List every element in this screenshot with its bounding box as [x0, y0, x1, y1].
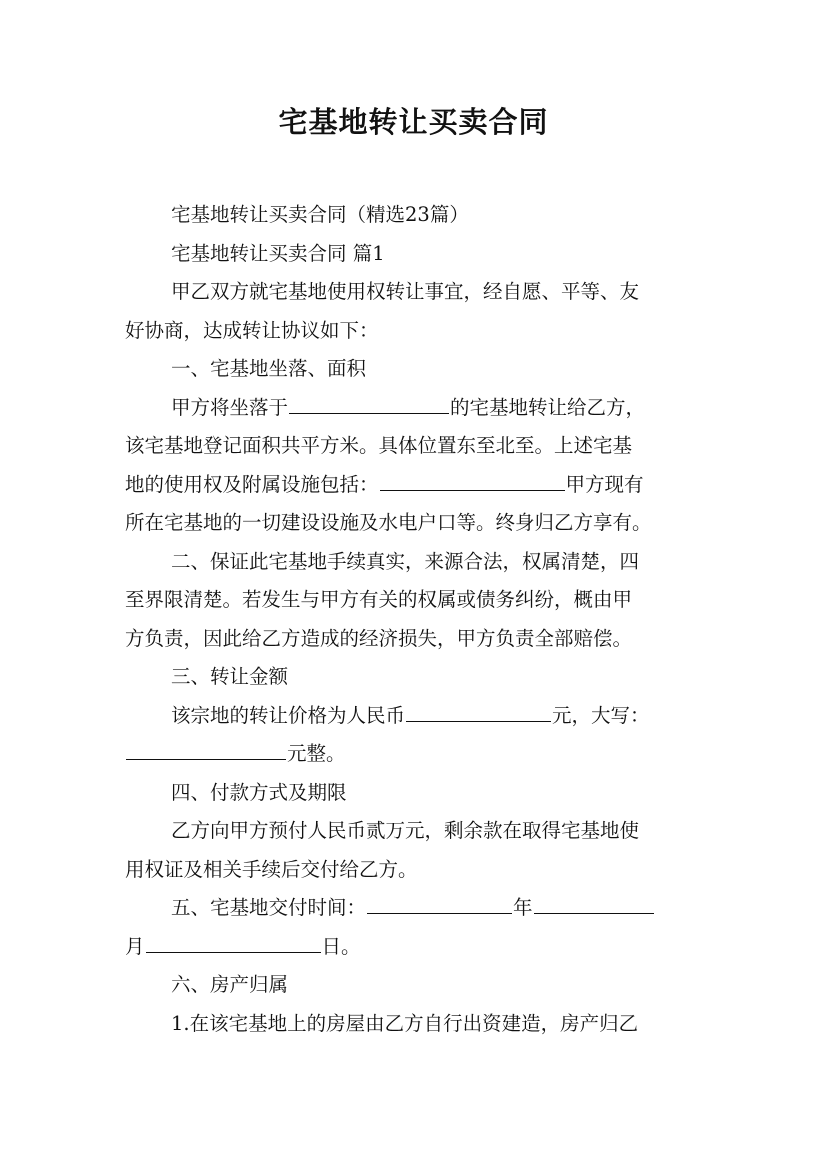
paragraph-location-line1 — [125, 389, 715, 428]
part-heading: 宅基地转让买卖合同 篇1 — [171, 241, 385, 265]
paragraph-guarantee-line1: 二、保证此宅基地手续真实，来源合法，权属清楚，四 — [171, 549, 640, 573]
paragraph-payment-line1: 乙方向甲方预付人民币贰万元，剩余款在取得宅基地使 — [171, 819, 640, 842]
text-segment: 该宗地的转让价格为人民币 — [171, 703, 406, 727]
fill-blank-price-words[interactable] — [126, 737, 286, 760]
text-segment: 日。 — [321, 934, 361, 958]
text-segment: 甲方现有 — [565, 472, 644, 496]
section-heading-1: 一、宅基地坐落、面积 — [171, 357, 367, 380]
paragraph-payment-line2: 用权证及相关手续后交付给乙方。 — [125, 857, 418, 881]
paragraph-location-line3 — [125, 466, 715, 505]
document-body — [125, 196, 715, 1043]
paragraph-delivery-line1 — [125, 889, 715, 928]
paragraph-guarantee-line2: 至界限清楚。若发生与甲方有关的权属或债务纠纷，概由甲 — [125, 588, 633, 611]
section-heading-4: 四、付款方式及期限 — [171, 780, 347, 804]
fill-blank-year[interactable] — [367, 891, 512, 914]
section-heading-6: 六、房产归属 — [171, 973, 289, 996]
paragraph-intro-line2: 好协商，达成转让协议如下： — [125, 318, 379, 342]
text-segment: 五、宅基地交付时间： — [171, 896, 367, 919]
section-heading-3: 三、转让金额 — [171, 665, 289, 688]
fill-blank-month[interactable] — [534, 891, 654, 914]
text-segment: 甲方将坐落于 — [171, 395, 289, 419]
paragraph-intro-line1: 甲乙双方就宅基地使用权转让事宜，经自愿、平等、友 — [171, 280, 640, 303]
text-segment: 月 — [125, 934, 145, 958]
paragraph-guarantee-line3: 方负责，因此给乙方造成的经济损失，甲方负责全部赔偿。 — [125, 626, 633, 650]
paragraph-delivery-line2 — [125, 928, 715, 967]
text-segment: 元，大写： — [552, 703, 650, 727]
text-segment: 地的使用权及附属设施包括： — [125, 472, 379, 496]
document-title: 宅基地转让买卖合同 — [278, 105, 549, 139]
subtitle: 宅基地转让买卖合同（精选23篇） — [171, 203, 469, 226]
paragraph-price-line1 — [125, 697, 715, 736]
fill-blank-price-number[interactable] — [406, 699, 551, 722]
fill-blank-location[interactable] — [289, 391, 449, 414]
text-segment: 元整。 — [287, 742, 346, 765]
text-segment: 的宅基地转让给乙方， — [450, 395, 646, 419]
paragraph-ownership-line1: 1.在该宅基地上的房屋由乙方自行出资建造，房产归乙 — [171, 1011, 639, 1035]
paragraph-location-line4: 所在宅基地的一切建设设施及水电户口等。终身归乙方享有。 — [125, 511, 652, 534]
fill-blank-facilities[interactable] — [380, 468, 565, 491]
paragraph-location-line2: 该宅基地登记面积共平方米。具体位置东至北至。上述宅基 — [125, 434, 633, 457]
paragraph-price-line2 — [125, 735, 715, 774]
fill-blank-day[interactable] — [146, 930, 321, 953]
text-segment: 年 — [513, 896, 533, 919]
